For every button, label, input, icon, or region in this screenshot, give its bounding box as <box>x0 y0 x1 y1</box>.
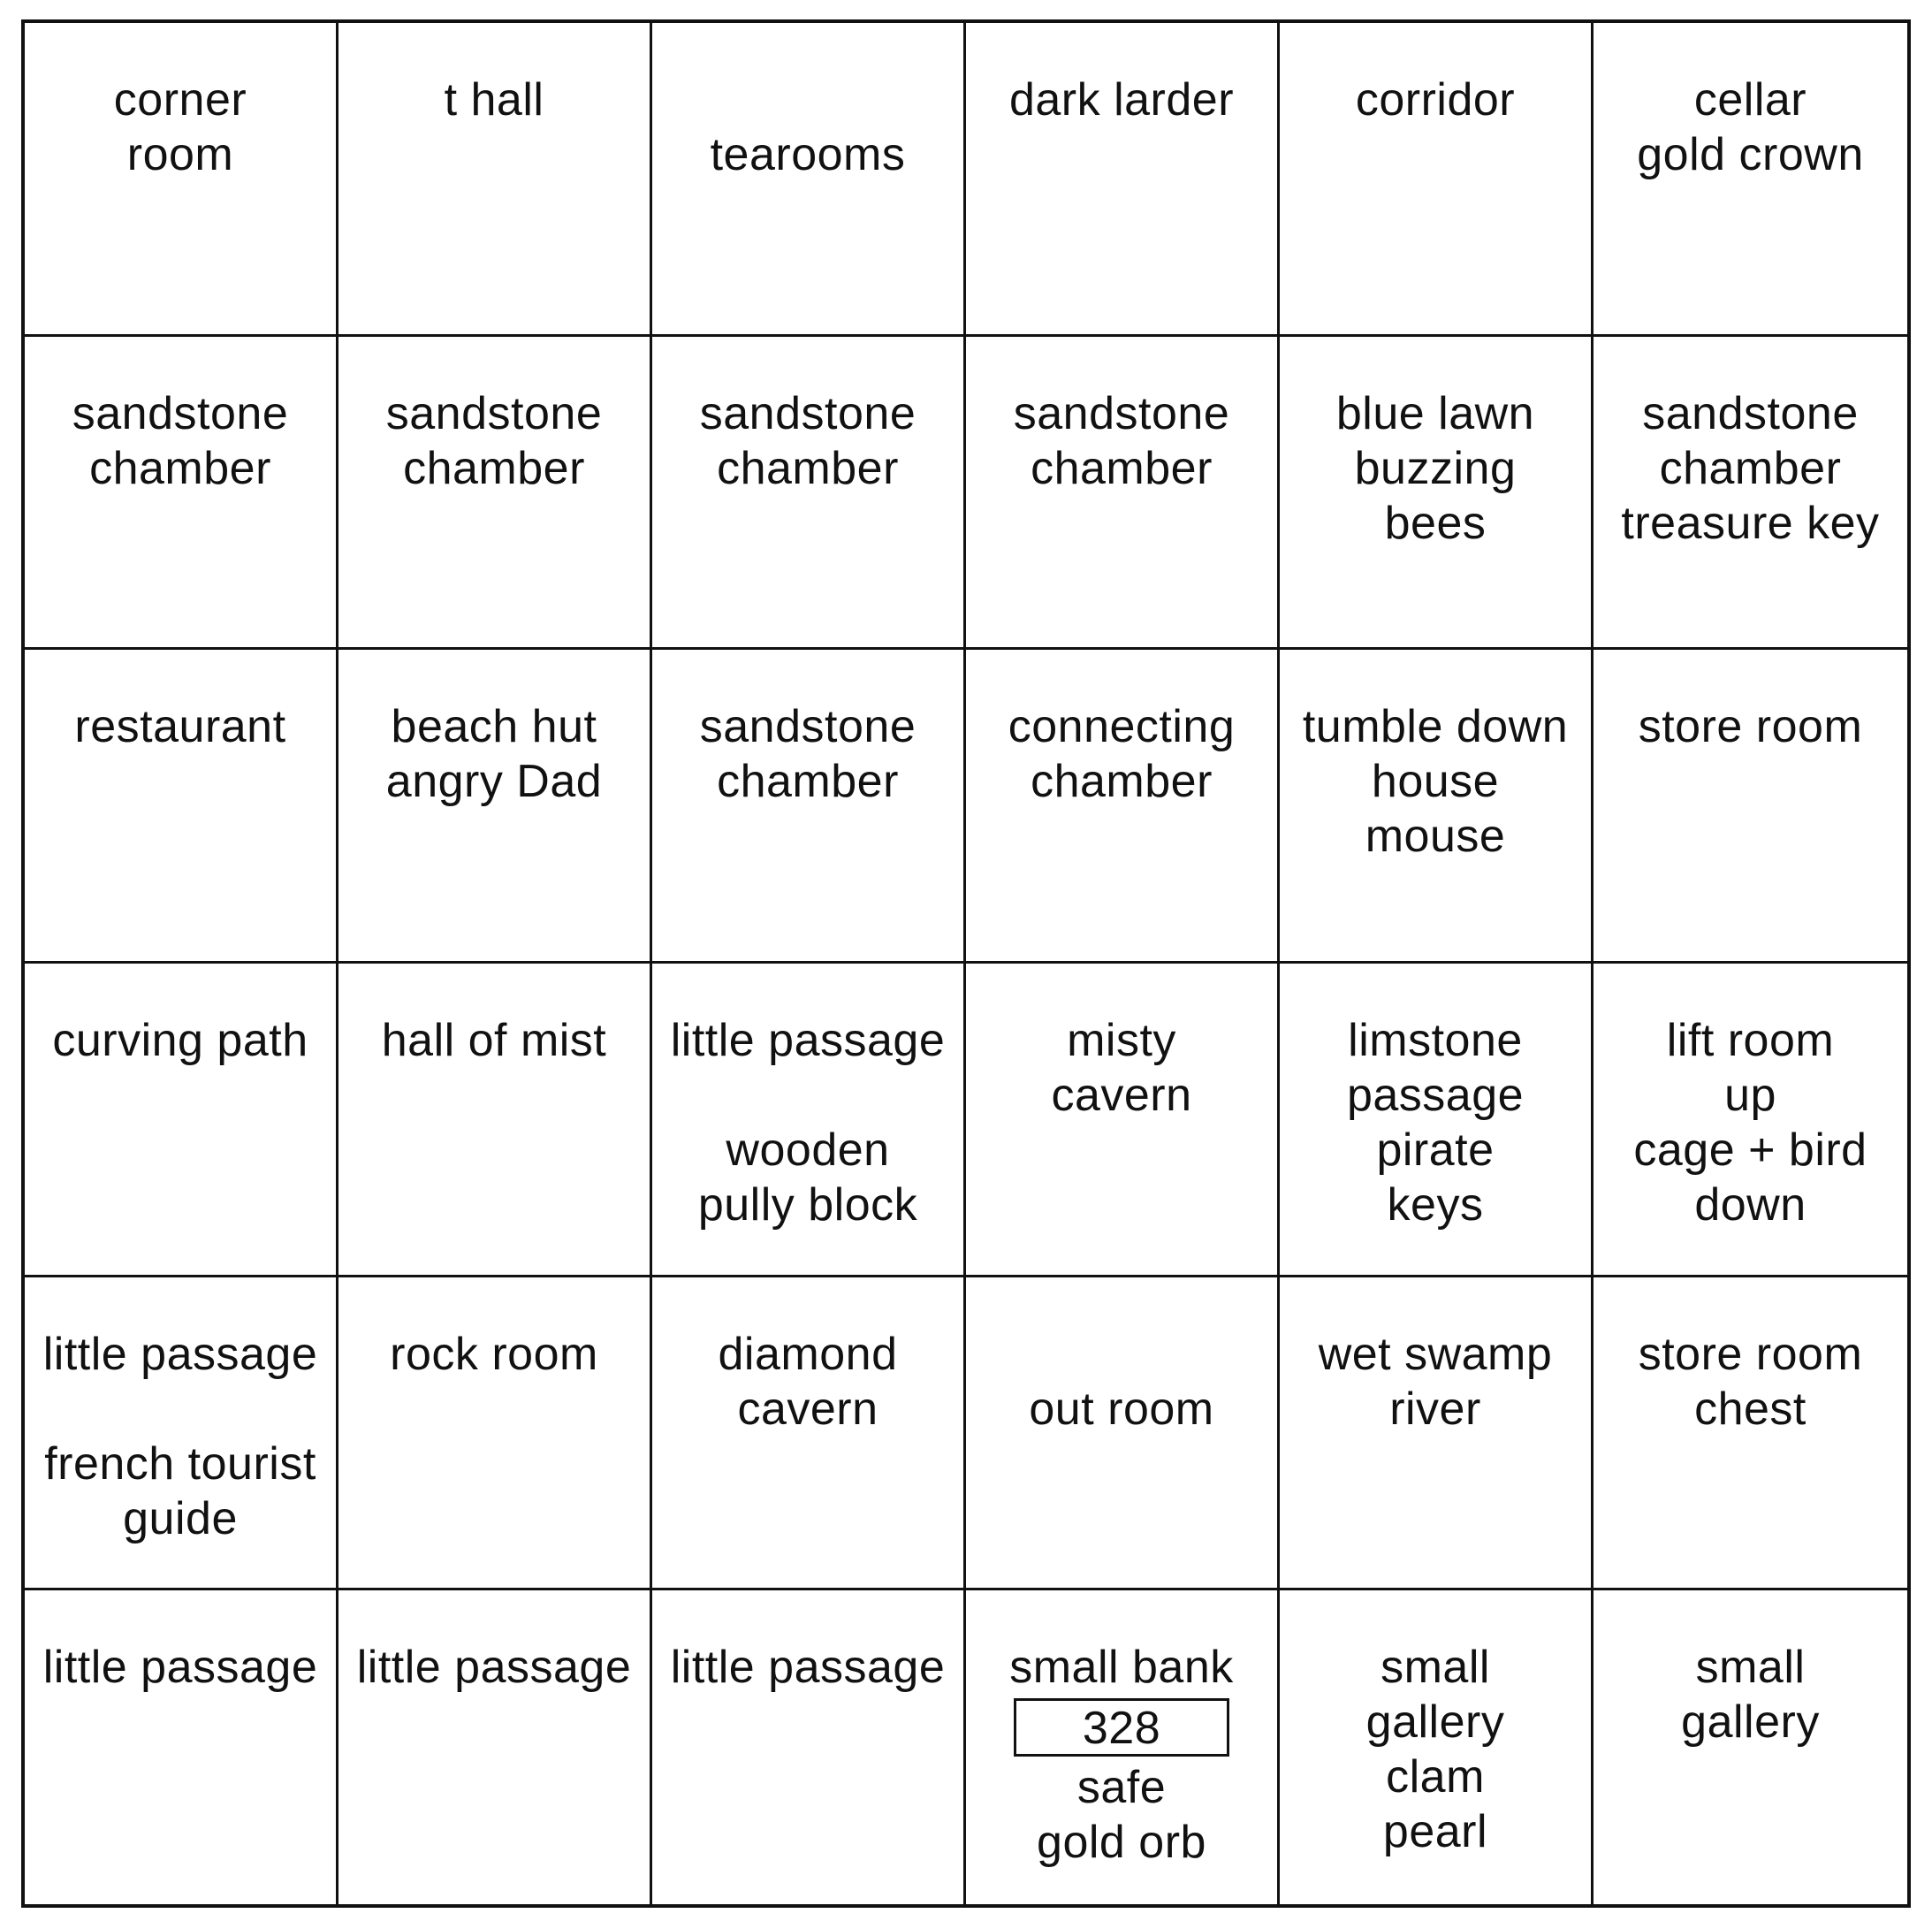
room-cell <box>1280 1590 1594 1904</box>
room-exit: down <box>1694 1178 1806 1231</box>
room-cell <box>25 1277 338 1591</box>
room-item: clam <box>1386 1751 1485 1803</box>
room-exit: up <box>1724 1069 1776 1121</box>
room-name: small <box>1695 1642 1806 1694</box>
room-cell <box>1594 650 1907 964</box>
room-name: small <box>1381 1642 1490 1694</box>
room-cell <box>1594 1277 1907 1591</box>
room-cell <box>338 337 652 651</box>
room-name: curving path <box>52 1014 308 1066</box>
room-line: passage <box>1346 1069 1525 1121</box>
room-cell <box>652 337 966 651</box>
room-item: pirate <box>1376 1124 1495 1176</box>
room-cell <box>338 650 652 964</box>
room-item: chest <box>1694 1383 1806 1435</box>
room-cell <box>652 1277 966 1591</box>
room-name: blue lawn <box>1335 387 1535 439</box>
room-cell <box>966 964 1280 1277</box>
room-name: connecting <box>1008 701 1236 753</box>
room-name: tumble down <box>1302 701 1569 753</box>
room-line: chamber <box>403 442 585 494</box>
room-name: little passage <box>670 1014 946 1066</box>
room-cell <box>652 1590 966 1904</box>
room-line: chamber <box>1031 442 1213 494</box>
room-cell <box>1280 650 1594 964</box>
room-name: sandstone <box>1013 387 1230 439</box>
room-cell <box>1280 964 1594 1277</box>
room-name: sandstone <box>699 701 917 753</box>
room-cell <box>25 964 338 1277</box>
room-cell <box>966 1590 1280 1904</box>
room-cell <box>1594 337 1907 651</box>
room-cell <box>652 23 966 337</box>
room-name: sandstone <box>1642 387 1859 439</box>
room-cell <box>1280 23 1594 337</box>
room-name: sandstone <box>72 387 289 439</box>
room-cell <box>338 1590 652 1904</box>
room-cell <box>1594 1590 1907 1904</box>
safe-code-box: 328 <box>1014 1698 1229 1757</box>
room-cell <box>652 964 966 1277</box>
room-name: hall of mist <box>381 1014 607 1066</box>
room-cell <box>652 650 966 964</box>
room-name: corridor <box>1355 74 1516 126</box>
room-cell <box>966 1277 1280 1591</box>
room-line: chamber <box>89 442 271 494</box>
room-cell <box>1280 1277 1594 1591</box>
room-cell <box>25 1590 338 1904</box>
room-line: house <box>1371 756 1500 808</box>
room-name: sandstone <box>385 387 603 439</box>
room-name: restaurant <box>74 701 286 753</box>
room-cell <box>966 650 1280 964</box>
room-line: gallery <box>1681 1696 1820 1749</box>
room-name: sandstone <box>699 387 917 439</box>
room-item: cage + bird <box>1633 1124 1867 1176</box>
room-item: buzzing <box>1354 442 1517 494</box>
room-cell <box>338 23 652 337</box>
room-name: diamond <box>718 1328 898 1380</box>
room-item: mouse <box>1365 811 1506 863</box>
room-line: cavern <box>737 1383 879 1435</box>
room-name: little passage <box>670 1642 946 1694</box>
room-cell <box>25 23 338 337</box>
room-name: cellar <box>1693 74 1807 126</box>
room-item: pearl <box>1382 1806 1488 1858</box>
room-name: beach hut <box>391 701 597 753</box>
room-item: gold crown <box>1637 129 1864 180</box>
room-name: little passage <box>42 1328 318 1380</box>
room-cell <box>25 650 338 964</box>
room-item: pully block <box>697 1178 918 1231</box>
room-item: gold orb <box>1037 1817 1206 1869</box>
room-line: room <box>126 129 234 180</box>
room-item: safe <box>1076 1762 1167 1814</box>
room-cell <box>338 1277 652 1591</box>
room-cell <box>1280 337 1594 651</box>
room-name: tearooms <box>710 129 906 180</box>
room-line: chamber <box>717 756 899 808</box>
room-name: misty <box>1067 1014 1176 1066</box>
room-cell <box>25 337 338 651</box>
room-name: lift room <box>1666 1014 1835 1066</box>
room-name: dark larder <box>1008 74 1235 126</box>
room-cell <box>1594 23 1907 337</box>
room-item: treasure key <box>1621 497 1880 549</box>
room-cell <box>1594 964 1907 1277</box>
adventure-map-grid <box>21 19 1911 1908</box>
room-line: chamber <box>1031 756 1213 808</box>
room-line: gallery <box>1365 1696 1505 1749</box>
room-name: wet swamp <box>1318 1328 1553 1380</box>
room-name: little passage <box>42 1642 318 1694</box>
room-name: store room <box>1638 701 1863 753</box>
room-name: store room <box>1638 1328 1863 1380</box>
room-name: t hall <box>444 74 544 126</box>
room-item: french tourist <box>44 1437 316 1490</box>
room-cell <box>338 964 652 1277</box>
room-item: guide <box>123 1492 238 1544</box>
room-line: chamber <box>1659 442 1842 494</box>
room-line: river <box>1389 1383 1481 1435</box>
room-cell <box>966 337 1280 651</box>
room-name: out room <box>1029 1383 1214 1435</box>
room-name: rock room <box>390 1328 598 1380</box>
room-line: cavern <box>1051 1069 1192 1121</box>
room-item: angry Dad <box>385 756 603 808</box>
room-name: little passage <box>356 1642 632 1694</box>
room-item: keys <box>1387 1178 1484 1231</box>
room-name: corner <box>113 74 247 126</box>
room-cell <box>966 23 1280 337</box>
room-name: small bank <box>1009 1642 1234 1694</box>
room-item: wooden <box>726 1124 890 1176</box>
room-line: chamber <box>717 442 899 494</box>
room-name: limstone <box>1348 1014 1523 1066</box>
room-item: bees <box>1384 497 1487 549</box>
